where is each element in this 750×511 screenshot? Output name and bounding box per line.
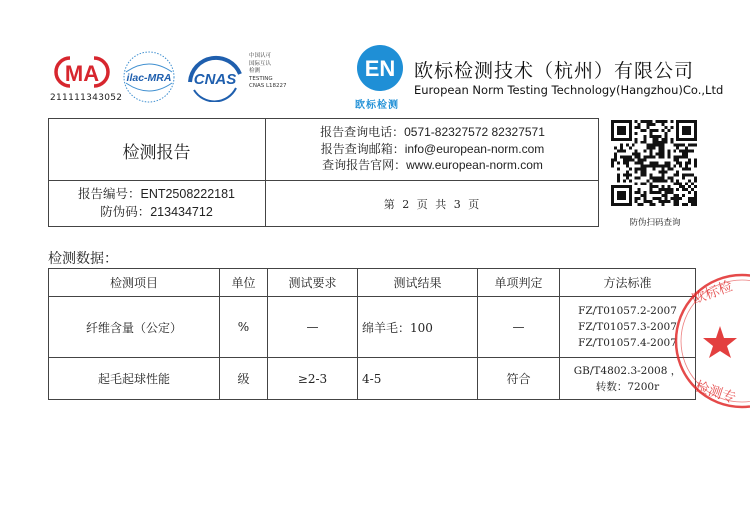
test-data-table xyxy=(48,268,696,400)
svg-text:ilac-MRA: ilac-MRA xyxy=(126,72,172,84)
svg-text:检测专: 检测专 xyxy=(692,378,738,407)
svg-text:CNAS: CNAS xyxy=(193,71,237,88)
phone-label: 报告查询电话： xyxy=(320,125,405,139)
section-title: 检测数据： xyxy=(48,251,118,267)
table-header-row xyxy=(49,269,696,297)
cell-requirement: — xyxy=(268,297,358,358)
ilac-mra-logo xyxy=(118,50,180,104)
col-header-item: 检测项目 xyxy=(49,269,220,297)
col-header-standard: 方法标准 xyxy=(560,269,696,297)
table-row xyxy=(49,297,696,358)
qr-caption: 防伪扫码查询 xyxy=(629,218,681,228)
cnas-logo xyxy=(184,52,246,102)
table-row xyxy=(49,358,696,400)
company-name-cn: 欧标检测技术（杭州）有限公司 xyxy=(414,60,695,82)
cell-requirement: ≥2-3 xyxy=(268,358,358,400)
security-code-label: 防伪码： xyxy=(100,204,151,219)
col-header-unit: 单位 xyxy=(220,269,268,297)
company-name-en: European Norm Testing Technology(Hangzhou)Co.,Ltd xyxy=(414,83,724,97)
col-header-judgement: 单项判定 xyxy=(478,269,560,297)
email-value: info@european-norm.com xyxy=(404,141,545,156)
cell-result: 4-5 xyxy=(358,358,478,400)
cell-item: 起毛起球性能 xyxy=(49,358,220,400)
report-identifiers xyxy=(48,185,265,221)
cell-standard: FZ/T01057.2-2007 FZ/T01057.3-2007 FZ/T01057.4-2007 xyxy=(560,297,696,358)
col-header-result: 测试结果 xyxy=(358,269,478,297)
svg-text:欧标检: 欧标检 xyxy=(689,278,735,308)
website-label: 查询报告官网： xyxy=(322,158,407,172)
page-indicator: 第 2 页 共 3 页 xyxy=(383,198,482,211)
svg-text:EN: EN xyxy=(364,56,396,81)
cma-number: 211111343052 xyxy=(50,93,123,103)
cell-standard: GB/T4802.3-2008 ， 转数：7200r xyxy=(560,358,696,400)
svg-text:MA: MA xyxy=(64,61,100,86)
company-logo-caption: 欧标检测 xyxy=(355,100,399,111)
cell-judgement: — xyxy=(478,297,560,358)
report-no-label: 报告编号： xyxy=(77,186,141,201)
email-label: 报告查询邮箱： xyxy=(320,141,405,156)
col-header-requirement: 测试要求 xyxy=(268,269,358,297)
website-value: www.european-norm.com xyxy=(406,158,543,172)
security-code-value: 213434712 xyxy=(150,205,213,219)
company-logo xyxy=(356,44,404,92)
cell-judgement: 符合 xyxy=(478,358,560,400)
cma-logo xyxy=(50,54,114,90)
divider xyxy=(48,180,599,181)
cnas-info: 中国认可 国际互认 检测 TESTING CNAS L18227 xyxy=(249,53,287,89)
cell-unit: 级 xyxy=(220,358,268,400)
cell-unit: % xyxy=(220,297,268,358)
phone-value: 0571-82327572 82327571 xyxy=(404,125,545,139)
report-no-value: ENT2508222181 xyxy=(140,187,236,201)
document-title: 检测报告 xyxy=(122,143,191,163)
qr-code[interactable] xyxy=(611,120,697,206)
contact-info xyxy=(266,124,599,174)
cell-item: 纤维含量（公定） xyxy=(49,297,220,358)
cell-result: 绵羊毛：100 xyxy=(358,297,478,358)
official-seal xyxy=(660,266,750,416)
